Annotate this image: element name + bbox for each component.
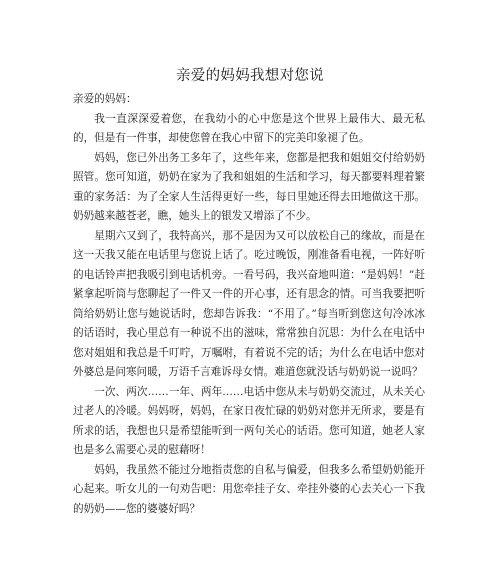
paragraph-4: 一次、两次……一年、两年……电话中您从未与奶奶交流过，从未关心过老人的冷暖。妈妈呀，妈妈，在家日夜忙碌的奶奶对您并无所求，要是有所求的话，我想也只是希望能听到一两句关心的话语。您可知道，她老人家也是多么需要心灵的慰藉呀！: [73, 385, 425, 456]
paragraph-1: 我一直深深爱着您，在我幼小的心中您是这个世界上最伟大、最无私的，但是有一件事，却使您曾在我心中留下的完美印象褪了色。: [73, 112, 425, 144]
letter-title: 亲爱的妈妈我想对您说: [176, 68, 324, 84]
paragraph-5: 妈妈，我虽然不能过分地指责您的自私与偏爱，但我多么希望奶奶能开心起来。听女儿的一句劝告吧：用您牵挂子女、牵挂外婆的心去关心一下我的奶奶——您的婆婆好吗？: [73, 463, 425, 515]
paragraph-3: 星期六又到了，我特高兴，那不是因为又可以放松自己的缘故，而是在这一天我又能在电话里与您说上话了。吃过晚饭，刚准备看电视，一阵好听的电话铃声把我吸引到电话机旁。一看号码，我兴奋地叫道：“是妈妈！”赶紧拿起听筒与您聊起了一件又一件的开心事，还有思念的情。可当我要把听筒给奶奶让您与她说话时，您却告诉我：“不用了。”每当听到您这句冷冰冰的话语时，我心里总有一种说不出的滋味，常常独自沉思：为什么在电话中您对姐姐和我总是千叮咛，万嘱咐，有着说不完的话；为什么在电话中您对外婆总是问寒问暖，万语千言难诉母女情。难道您就没话与奶奶说一说吗？: [73, 229, 425, 378]
salutation: 亲爱的妈妈：: [73, 93, 137, 105]
paragraph-2: 妈妈，您已外出务工多年了，这些年来，您都是把我和姐姐交付给奶奶照管。您可知道，奶奶在家为了我和姐姐的生活和学习，每天都要料理着繁重的家务活：为了全家人生活得更好一些，每日里她还得去田地做这干那。奶奶越来越苍老，瞧，她头上的银发又增添了不少。: [73, 151, 425, 222]
letter-body: [73, 90, 425, 519]
